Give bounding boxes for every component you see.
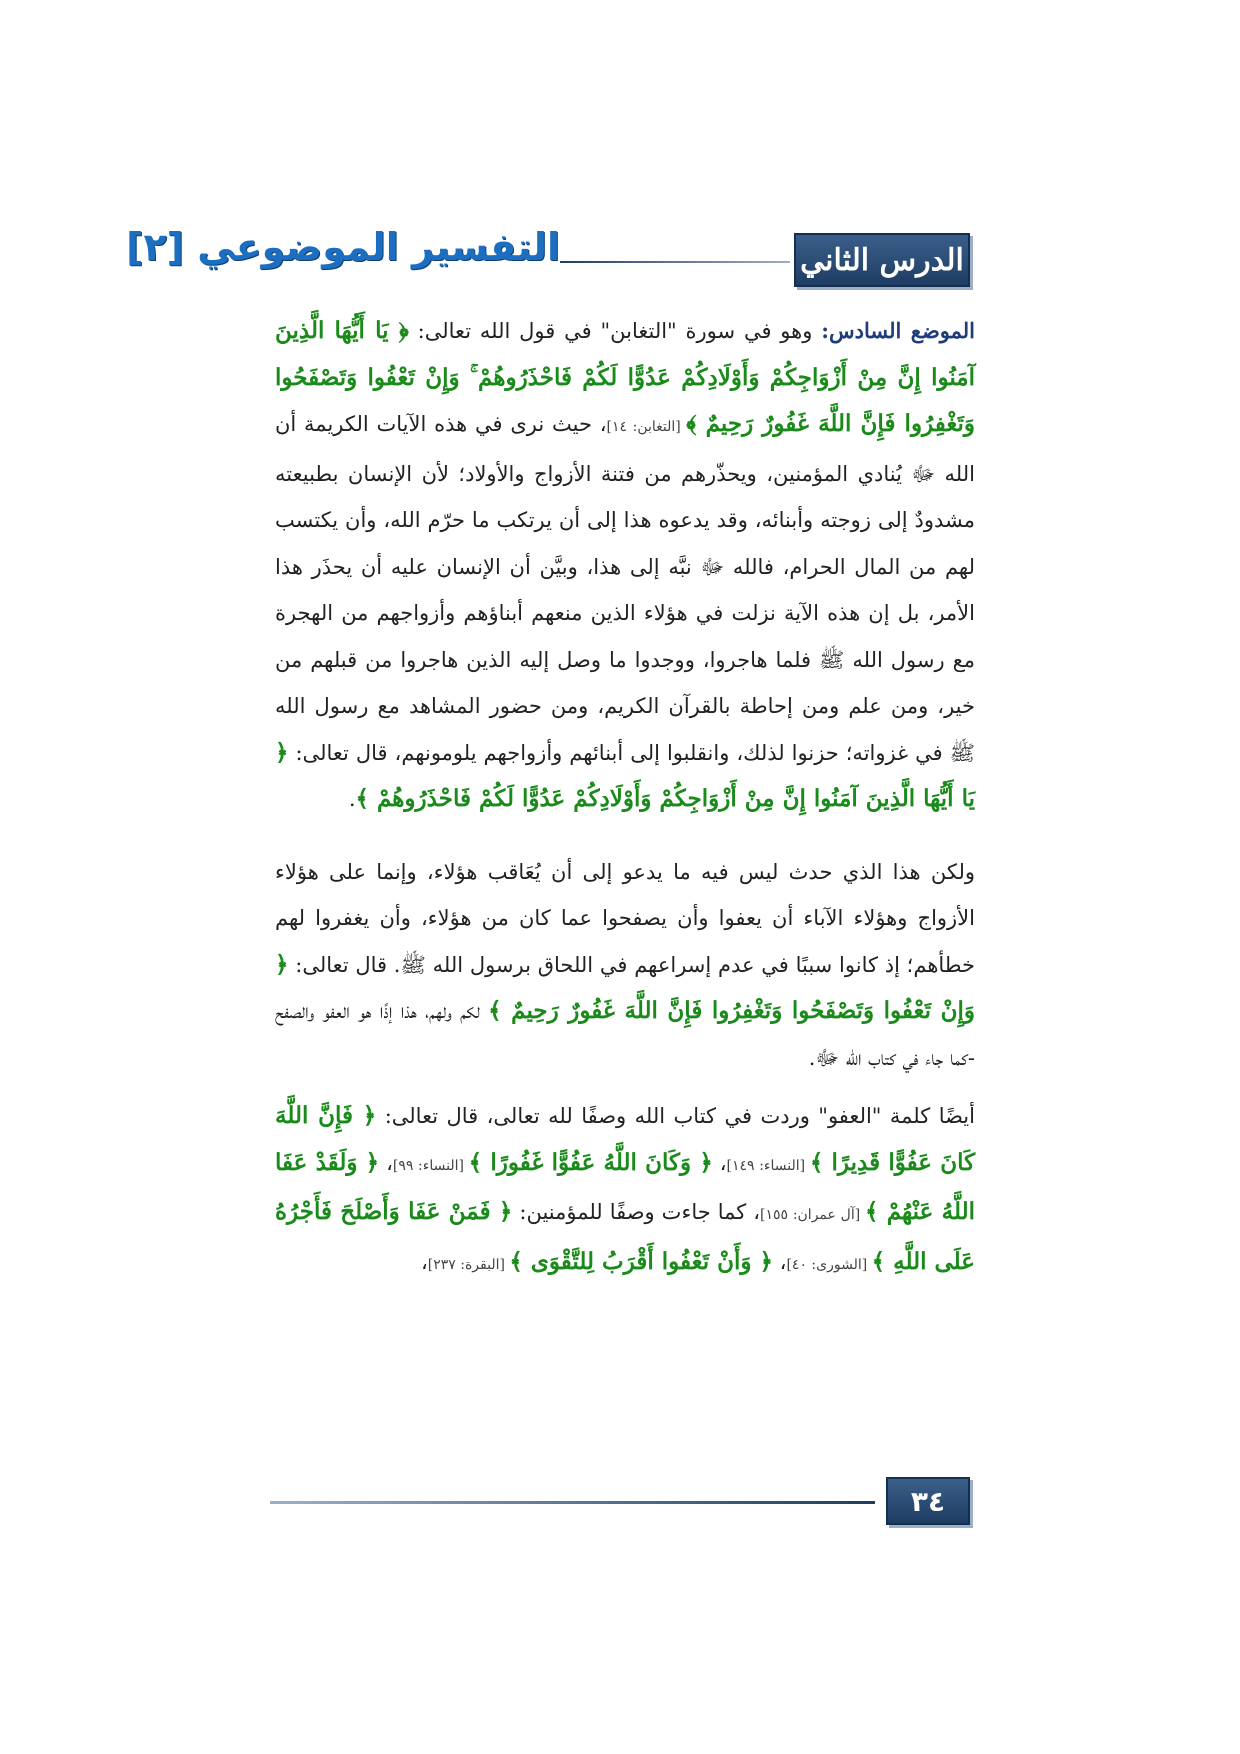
body-text: لكم ولهم، هذا إذًا هو العفو والصفح -كما جاء في كتاب الله ﷻ. bbox=[275, 999, 975, 1070]
paragraph-2 bbox=[275, 849, 975, 1082]
body-text: ولكن هذا الذي حدث ليس فيه ما يدعو إلى أن يُعَاقب هؤلاء، وإنما على هؤلاء الأزواج وهؤلاء الآباء أن يعفوا وأن يصفحوا عما كان من هؤلاء، وأن يغفروا لهم خطأهم؛ إذ كانوا سببًا في عدم إسراعهم في اللحاق برسول الله ﷺ. قال تعالى: bbox=[275, 859, 975, 977]
body-text: ، bbox=[773, 1249, 787, 1274]
quran-verse: ﴿ يَا أَيُّهَا الَّذِينَ آمَنُوا إِنَّ مِنْ أَزْوَاجِكُمْ وَأَوْلَادِكُمْ عَدُوًّا لَكُمْ فَاحْذَرُوهُمْ ۚ وَإِنْ تَعْفُوا وَتَصْفَحُوا وَتَغْفِرُوا فَإِنَّ اللَّهَ غَفُورٌ رَحِيمٌ ﴾ bbox=[275, 317, 975, 437]
quran-verse: ﴿ وَأَنْ تَعْفُوا أَقْرَبُ لِلتَّقْوَى ﴾ bbox=[509, 1247, 773, 1275]
quran-verse: ﴿ يَا أَيُّهَا الَّذِينَ آمَنُوا إِنَّ مِنْ أَزْوَاجِكُمْ وَأَوْلَادِكُمْ عَدُوًّا لَكُمْ فَاحْذَرُوهُمْ ﴾ bbox=[275, 738, 975, 812]
body-text: أيضًا كلمة "العفو" وردت في كتاب الله وصفًا لله تعالى، قال تعالى: bbox=[376, 1104, 975, 1128]
verse-reference: [التغابن: ١٤] bbox=[606, 419, 687, 435]
verse-reference: [النساء: ٩٩] bbox=[392, 1157, 469, 1174]
page-number: ٣٤ bbox=[886, 1477, 970, 1525]
paragraph-1 bbox=[275, 308, 975, 823]
quran-verse: ﴿ وَلَقَدْ عَفَا اللَّهُ عَنْهُمْ ﴾ bbox=[275, 1148, 975, 1225]
quran-verse: ﴿ وَكَانَ اللَّهُ عَفُوًّا غَفُورًا ﴾ bbox=[468, 1148, 713, 1176]
page-footer bbox=[270, 1475, 970, 1525]
body-text: ، كما جاءت وصفًا للمؤمنين: bbox=[512, 1200, 761, 1224]
lesson-label: الدرس الثاني bbox=[794, 233, 970, 287]
quran-verse: ﴿ فَإِنَّ اللَّهَ كَانَ عَفُوًّا قَدِيرًا ﴾ bbox=[275, 1102, 976, 1176]
book-title: التفسير الموضوعي [٢] bbox=[126, 225, 560, 269]
quran-verse: ﴿ وَإِنْ تَعْفُوا وَتَصْفَحُوا وَتَغْفِرُوا فَإِنَّ اللَّهَ غَفُورٌ رَحِيمٌ ﴾ bbox=[275, 950, 976, 1024]
paragraph-3 bbox=[275, 1093, 975, 1288]
footer-divider bbox=[270, 1501, 875, 1504]
body-text: . bbox=[348, 787, 356, 811]
header-divider bbox=[560, 261, 790, 263]
verse-reference: [آل عمران: ١٥٥] bbox=[760, 1207, 865, 1223]
body-text: ، bbox=[712, 1150, 727, 1175]
verse-reference: [البقرة: ٢٣٧] bbox=[427, 1256, 510, 1273]
page-header bbox=[126, 225, 970, 290]
quran-verse: ﴿ فَمَنْ عَفَا وَأَصْلَحَ فَأَجْرُهُ عَلَى اللَّهِ ﴾ bbox=[275, 1198, 975, 1275]
verse-reference: [الشورى: ٤٠] bbox=[786, 1256, 872, 1273]
verse-reference: [النساء: ١٤٩] bbox=[726, 1157, 810, 1174]
section-lead: الموضع السادس: bbox=[821, 318, 975, 343]
page-body bbox=[275, 308, 975, 1288]
body-text: ، حيث نرى في هذه الآيات الكريمة أن الله ﷻ يُنادي المؤمنين، ويحذّرهم من فتنة الأزواج والأولاد؛ لأن الإنسان بطبيعته مشدودٌ إلى زوجته وأبنائه، وقد يدعوه هذا إلى أن يرتكب ما حرّم الله، وأن يكتسب لهم من المال الحرام، فالله ﷻ نبَّه إلى هذا، وبيَّن أن الإنسان عليه أن يحذَر هذا الأمر، بل إن هذه الآية نزلت في هؤلاء الذين منعهم أبناؤهم وأزواجهم من الهجرة مع رسول الله ﷺ فلما هاجروا، ووجدوا ما وصل إليه الذين هاجروا من قبلهم من خير، ومن علم ومن إحاطة بالقرآن الكريم، ومن حضور المشاهد مع رسول الله ﷺ في غزواته؛ حزنوا لذلك، وانقلبوا إلى أبنائهم وأزواجهم يلومونهم، قال تعالى: bbox=[275, 412, 975, 765]
body-text: ، bbox=[420, 1249, 428, 1274]
body-text: ، bbox=[379, 1150, 393, 1175]
body-text: وهو في سورة "التغابن" في قول الله تعالى: bbox=[408, 319, 822, 343]
